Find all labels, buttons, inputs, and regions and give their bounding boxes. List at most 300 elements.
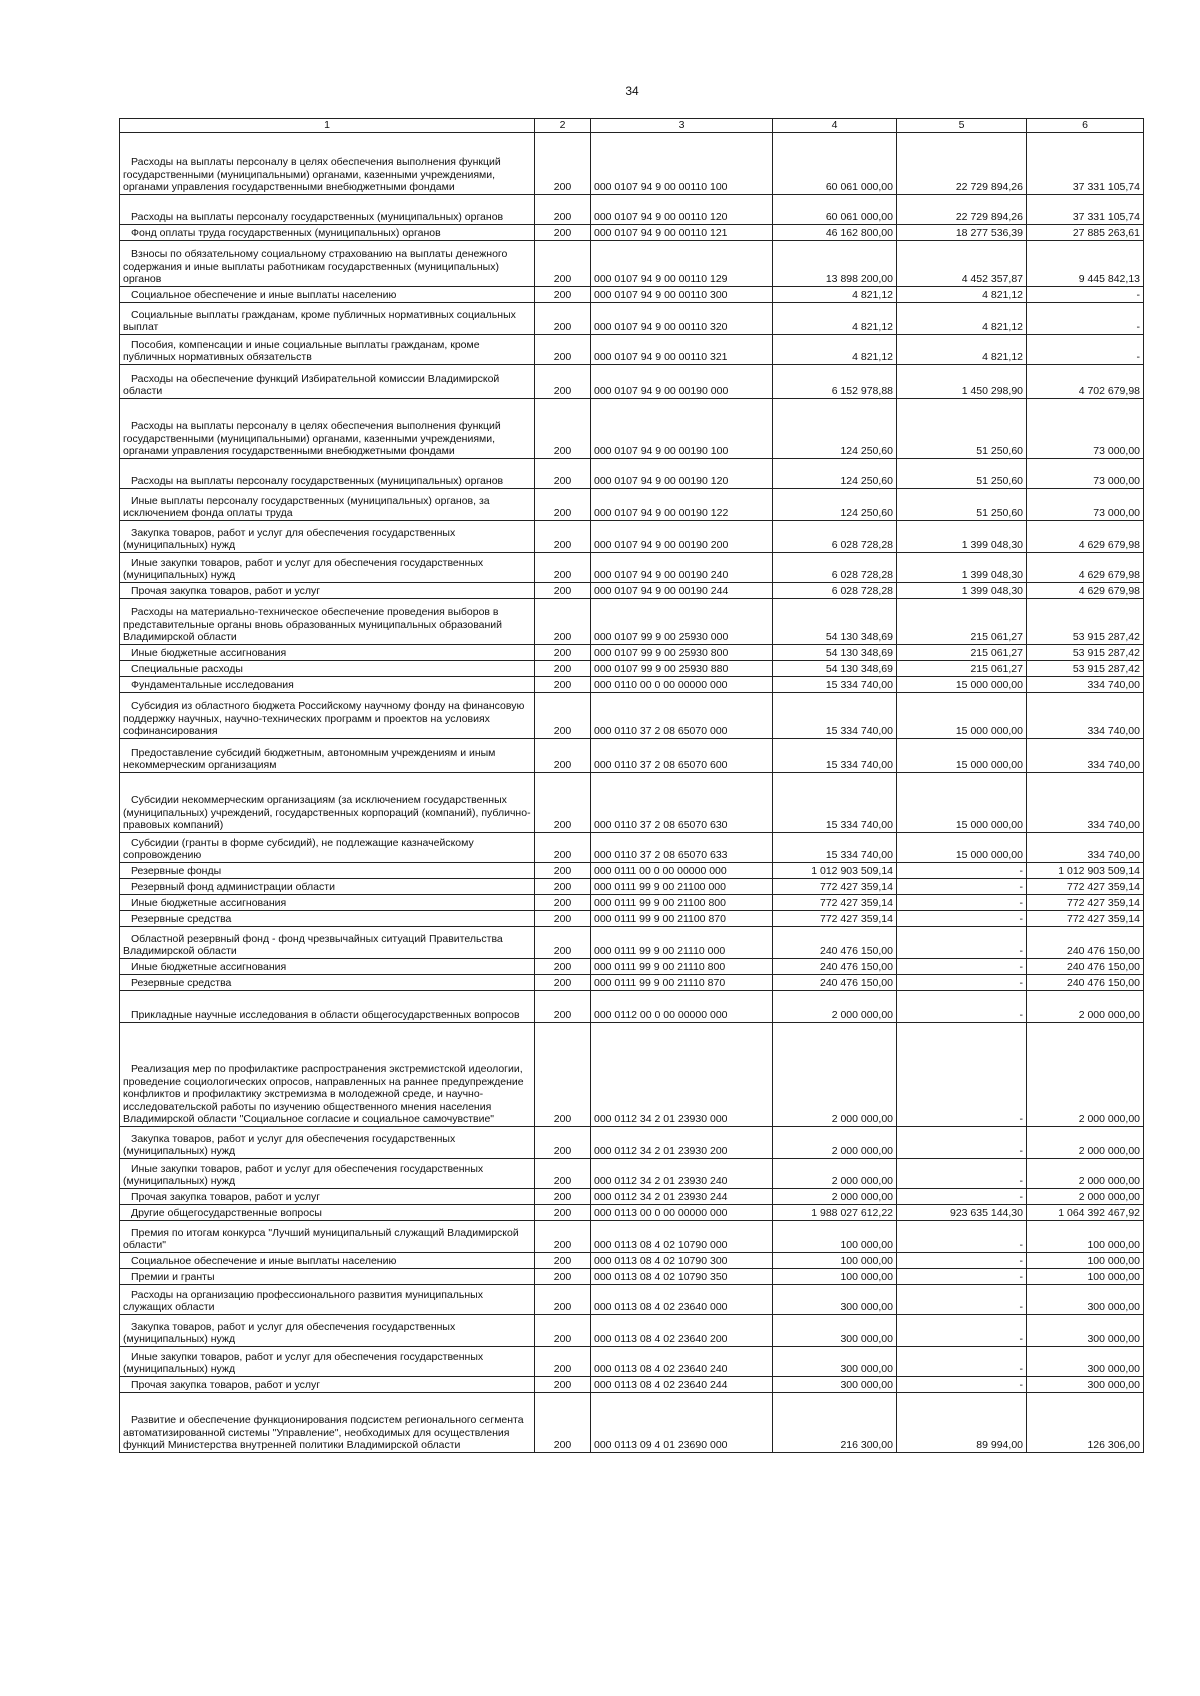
row-budget-code-cell: 000 0110 37 2 08 65070 633 [591,833,773,863]
table-row [120,225,1144,241]
table-row [120,927,1144,959]
table-row [120,693,1144,739]
row-budget-code-cell: 000 0113 08 4 02 10790 000 [591,1221,773,1253]
row-executed-cell: - [897,1315,1027,1347]
header-row [120,119,1144,133]
row-budget-code-cell: 000 0112 00 0 00 00000 000 [591,991,773,1023]
row-budget-code-cell: 000 0107 94 9 00 00110 120 [591,195,773,225]
table-row [120,1221,1144,1253]
row-approved-cell: 6 028 728,28 [773,521,897,553]
row-approved-cell: 15 334 740,00 [773,773,897,833]
row-unexecuted-cell: 334 740,00 [1027,693,1144,739]
row-budget-code-cell: 000 0112 34 2 01 23930 000 [591,1023,773,1127]
row-executed-cell: 4 821,12 [897,335,1027,365]
row-name-cell: Резервные фонды [120,863,535,879]
table-row [120,133,1144,195]
row-executed-cell: 15 000 000,00 [897,833,1027,863]
row-unexecuted-cell: 2 000 000,00 [1027,1127,1144,1159]
row-executed-cell: 15 000 000,00 [897,677,1027,693]
row-executed-cell: - [897,1127,1027,1159]
row-executed-cell: 51 250,60 [897,459,1027,489]
row-approved-cell: 13 898 200,00 [773,241,897,287]
row-approved-cell: 240 476 150,00 [773,959,897,975]
row-budget-code-cell: 000 0113 00 0 00 00000 000 [591,1205,773,1221]
row-admin-code-cell: 200 [535,1377,591,1393]
table-row [120,1347,1144,1377]
row-executed-cell: - [897,975,1027,991]
row-budget-code-cell: 000 0111 99 9 00 21110 870 [591,975,773,991]
table-row [120,1285,1144,1315]
row-name-cell: Иные бюджетные ассигнования [120,645,535,661]
row-admin-code-cell: 200 [535,739,591,773]
row-unexecuted-cell: 772 427 359,14 [1027,879,1144,895]
row-approved-cell: 54 130 348,69 [773,661,897,677]
row-executed-cell: - [897,1285,1027,1315]
row-budget-code-cell: 000 0112 34 2 01 23930 240 [591,1159,773,1189]
row-approved-cell: 15 334 740,00 [773,833,897,863]
row-name-cell: Фонд оплаты труда государственных (муниципальных) органов [120,225,535,241]
row-executed-cell: 4 821,12 [897,303,1027,335]
row-approved-cell: 2 000 000,00 [773,1127,897,1159]
row-approved-cell: 240 476 150,00 [773,975,897,991]
row-unexecuted-cell: - [1027,303,1144,335]
row-unexecuted-cell: 53 915 287,42 [1027,645,1144,661]
row-approved-cell: 1 988 027 612,22 [773,1205,897,1221]
row-approved-cell: 4 821,12 [773,287,897,303]
row-unexecuted-cell: 772 427 359,14 [1027,895,1144,911]
row-approved-cell: 15 334 740,00 [773,739,897,773]
row-executed-cell: - [897,895,1027,911]
table-row [120,879,1144,895]
row-admin-code-cell: 200 [535,879,591,895]
header-col-3: 3 [591,119,773,133]
row-unexecuted-cell: 27 885 263,61 [1027,225,1144,241]
row-unexecuted-cell: 4 629 679,98 [1027,521,1144,553]
row-name-cell: Субсидии некоммерческим организациям (за исключением государственных (муниципальных) учреждений, государственных корпораций (компаний), публично-правовых компаний) [120,773,535,833]
table-row [120,1159,1144,1189]
row-unexecuted-cell: 37 331 105,74 [1027,195,1144,225]
row-approved-cell: 6 152 978,88 [773,365,897,399]
row-unexecuted-cell: 1 064 392 467,92 [1027,1205,1144,1221]
row-name-cell: Предоставление субсидий бюджетным, автономным учреждениям и иным некоммерческим организациям [120,739,535,773]
table-row [120,863,1144,879]
row-unexecuted-cell: 4 702 679,98 [1027,365,1144,399]
table-row [120,661,1144,677]
header-col-1: 1 [120,119,535,133]
row-approved-cell: 216 300,00 [773,1393,897,1453]
table-row [120,895,1144,911]
row-name-cell: Взносы по обязательному социальному страхованию на выплаты денежного содержания и иные выплаты работникам государственных (муниципальных) органов [120,241,535,287]
row-name-cell: Расходы на материально-техническое обеспечение проведения выборов в представительные органы вновь образованных муниципальных образований Владимирской области [120,599,535,645]
row-approved-cell: 54 130 348,69 [773,645,897,661]
table-row [120,959,1144,975]
row-unexecuted-cell: 126 306,00 [1027,1393,1144,1453]
row-name-cell: Реализация мер по профилактике распространения экстремистской идеологии, проведение социологических опросов, направленных на раннее предупреждение конфликтов и профилактику экстремизма в молодежной среде, и научно-исследовательской работы по изучению общественного мнения населения Владимирской области "Социальное согласие и социальное самочувствие" [120,1023,535,1127]
row-budget-code-cell: 000 0112 34 2 01 23930 200 [591,1127,773,1159]
table-row [120,365,1144,399]
row-executed-cell: 215 061,27 [897,645,1027,661]
row-budget-code-cell: 000 0113 08 4 02 10790 350 [591,1269,773,1285]
row-admin-code-cell: 200 [535,1285,591,1315]
row-executed-cell: 15 000 000,00 [897,773,1027,833]
row-admin-code-cell: 200 [535,677,591,693]
row-unexecuted-cell: 300 000,00 [1027,1285,1144,1315]
row-name-cell: Закупка товаров, работ и услуг для обеспечения государственных (муниципальных) нужд [120,1127,535,1159]
row-approved-cell: 2 000 000,00 [773,1159,897,1189]
row-name-cell: Резервный фонд администрации области [120,879,535,895]
table-row [120,553,1144,583]
row-unexecuted-cell: 100 000,00 [1027,1221,1144,1253]
row-name-cell: Иные бюджетные ассигнования [120,959,535,975]
header-col-4: 4 [773,119,897,133]
row-executed-cell: - [897,1189,1027,1205]
row-name-cell: Прочая закупка товаров, работ и услуг [120,1189,535,1205]
row-admin-code-cell: 200 [535,365,591,399]
row-unexecuted-cell: 2 000 000,00 [1027,1159,1144,1189]
table-row [120,991,1144,1023]
row-unexecuted-cell: - [1027,287,1144,303]
row-budget-code-cell: 000 0110 37 2 08 65070 600 [591,739,773,773]
row-admin-code-cell: 200 [535,399,591,459]
row-unexecuted-cell: - [1027,335,1144,365]
row-budget-code-cell: 000 0107 94 9 00 00110 300 [591,287,773,303]
row-budget-code-cell: 000 0107 99 9 00 25930 880 [591,661,773,677]
table-body [120,133,1144,1453]
row-budget-code-cell: 000 0113 08 4 02 23640 200 [591,1315,773,1347]
row-budget-code-cell: 000 0107 94 9 00 00110 129 [591,241,773,287]
row-admin-code-cell: 200 [535,583,591,599]
row-admin-code-cell: 200 [535,975,591,991]
table-row [120,399,1144,459]
row-unexecuted-cell: 240 476 150,00 [1027,959,1144,975]
table-row [120,489,1144,521]
row-executed-cell: 51 250,60 [897,489,1027,521]
row-executed-cell: - [897,1269,1027,1285]
row-admin-code-cell: 200 [535,1221,591,1253]
row-executed-cell: 215 061,27 [897,599,1027,645]
row-executed-cell: 22 729 894,26 [897,133,1027,195]
row-budget-code-cell: 000 0107 94 9 00 00190 240 [591,553,773,583]
row-unexecuted-cell: 2 000 000,00 [1027,991,1144,1023]
row-name-cell: Субсидия из областного бюджета Российскому научному фонду на финансовую поддержку научных, научно-технических программ и проектов на условиях софинансирования [120,693,535,739]
row-budget-code-cell: 000 0111 99 9 00 21110 800 [591,959,773,975]
row-admin-code-cell: 200 [535,863,591,879]
row-budget-code-cell: 000 0107 99 9 00 25930 000 [591,599,773,645]
row-approved-cell: 60 061 000,00 [773,133,897,195]
row-name-cell: Расходы на выплаты персоналу государственных (муниципальных) органов [120,459,535,489]
row-name-cell: Расходы на обеспечение функций Избирательной комиссии Владимирской области [120,365,535,399]
table-row [120,1253,1144,1269]
row-name-cell: Закупка товаров, работ и услуг для обеспечения государственных (муниципальных) нужд [120,521,535,553]
row-name-cell: Иные бюджетные ассигнования [120,895,535,911]
table-row [120,1393,1144,1453]
row-name-cell: Расходы на выплаты персоналу в целях обеспечения выполнения функций государственными (муниципальными) органами, казенными учреждениями, органами управления государственными внебюджетными фондами [120,133,535,195]
row-executed-cell: - [897,991,1027,1023]
row-name-cell: Иные выплаты персоналу государственных (муниципальных) органов, за исключением фонда оплаты труда [120,489,535,521]
row-approved-cell: 240 476 150,00 [773,927,897,959]
row-unexecuted-cell: 334 740,00 [1027,773,1144,833]
row-approved-cell: 1 012 903 509,14 [773,863,897,879]
row-approved-cell: 54 130 348,69 [773,599,897,645]
row-approved-cell: 46 162 800,00 [773,225,897,241]
row-name-cell: Расходы на выплаты персоналу в целях обеспечения выполнения функций государственными (муниципальными) органами, казенными учреждениями, органами управления государственными внебюджетными фондами [120,399,535,459]
row-budget-code-cell: 000 0107 94 9 00 00110 100 [591,133,773,195]
row-admin-code-cell: 200 [535,645,591,661]
row-name-cell: Другие общегосударственные вопросы [120,1205,535,1221]
row-admin-code-cell: 200 [535,225,591,241]
row-unexecuted-cell: 100 000,00 [1027,1253,1144,1269]
row-unexecuted-cell: 300 000,00 [1027,1377,1144,1393]
table-row [120,645,1144,661]
row-admin-code-cell: 200 [535,1393,591,1453]
row-approved-cell: 100 000,00 [773,1221,897,1253]
row-admin-code-cell: 200 [535,303,591,335]
row-budget-code-cell: 000 0110 37 2 08 65070 630 [591,773,773,833]
row-budget-code-cell: 000 0113 08 4 02 23640 240 [591,1347,773,1377]
row-approved-cell: 100 000,00 [773,1269,897,1285]
row-name-cell: Социальные выплаты гражданам, кроме публичных нормативных социальных выплат [120,303,535,335]
row-name-cell: Иные закупки товаров, работ и услуг для обеспечения государственных (муниципальных) нужд [120,1159,535,1189]
row-admin-code-cell: 200 [535,459,591,489]
row-budget-code-cell: 000 0111 99 9 00 21100 870 [591,911,773,927]
row-approved-cell: 15 334 740,00 [773,677,897,693]
page-number: 34 [625,84,639,98]
row-admin-code-cell: 200 [535,195,591,225]
row-approved-cell: 772 427 359,14 [773,895,897,911]
row-approved-cell: 124 250,60 [773,459,897,489]
row-admin-code-cell: 200 [535,911,591,927]
row-name-cell: Пособия, компенсации и иные социальные выплаты гражданам, кроме публичных нормативных обязательств [120,335,535,365]
row-admin-code-cell: 200 [535,489,591,521]
row-admin-code-cell: 200 [535,241,591,287]
table-row [120,1205,1144,1221]
table-row [120,773,1144,833]
row-executed-cell: 22 729 894,26 [897,195,1027,225]
row-executed-cell: - [897,1023,1027,1127]
row-budget-code-cell: 000 0112 34 2 01 23930 244 [591,1189,773,1205]
row-unexecuted-cell: 334 740,00 [1027,677,1144,693]
row-admin-code-cell: 200 [535,833,591,863]
row-approved-cell: 124 250,60 [773,399,897,459]
row-unexecuted-cell: 2 000 000,00 [1027,1023,1144,1127]
row-name-cell: Расходы на организацию профессионального развития муниципальных служащих области [120,1285,535,1315]
row-name-cell: Прочая закупка товаров, работ и услуг [120,583,535,599]
row-executed-cell: - [897,911,1027,927]
table-row [120,599,1144,645]
row-executed-cell: 15 000 000,00 [897,739,1027,773]
table-row [120,583,1144,599]
row-admin-code-cell: 200 [535,959,591,975]
row-unexecuted-cell: 300 000,00 [1027,1347,1144,1377]
table-row [120,1023,1144,1127]
row-unexecuted-cell: 73 000,00 [1027,459,1144,489]
row-executed-cell: - [897,959,1027,975]
row-unexecuted-cell: 4 629 679,98 [1027,583,1144,599]
row-approved-cell: 2 000 000,00 [773,991,897,1023]
header-col-6: 6 [1027,119,1144,133]
row-unexecuted-cell: 73 000,00 [1027,399,1144,459]
row-name-cell: Расходы на выплаты персоналу государственных (муниципальных) органов [120,195,535,225]
row-approved-cell: 124 250,60 [773,489,897,521]
table-row [120,303,1144,335]
row-executed-cell: 1 399 048,30 [897,553,1027,583]
row-executed-cell: 4 452 357,87 [897,241,1027,287]
row-name-cell: Иные закупки товаров, работ и услуг для обеспечения государственных (муниципальных) нужд [120,1347,535,1377]
row-approved-cell: 15 334 740,00 [773,693,897,739]
row-name-cell: Фундаментальные исследования [120,677,535,693]
row-approved-cell: 300 000,00 [773,1377,897,1393]
row-budget-code-cell: 000 0107 94 9 00 00110 321 [591,335,773,365]
row-budget-code-cell: 000 0107 94 9 00 00110 320 [591,303,773,335]
row-budget-code-cell: 000 0111 00 0 00 00000 000 [591,863,773,879]
row-admin-code-cell: 200 [535,1127,591,1159]
row-approved-cell: 4 821,12 [773,303,897,335]
row-unexecuted-cell: 2 000 000,00 [1027,1189,1144,1205]
row-admin-code-cell: 200 [535,1315,591,1347]
row-name-cell: Областной резервный фонд - фонд чрезвычайных ситуаций Правительства Владимирской области [120,927,535,959]
table-row [120,1269,1144,1285]
row-name-cell: Закупка товаров, работ и услуг для обеспечения государственных (муниципальных) нужд [120,1315,535,1347]
row-budget-code-cell: 000 0107 94 9 00 00190 000 [591,365,773,399]
row-admin-code-cell: 200 [535,1269,591,1285]
table-row [120,521,1144,553]
row-name-cell: Субсидии (гранты в форме субсидий), не подлежащие казначейскому сопровождению [120,833,535,863]
row-name-cell: Прикладные научные исследования в области общегосударственных вопросов [120,991,535,1023]
row-unexecuted-cell: 9 445 842,13 [1027,241,1144,287]
row-unexecuted-cell: 334 740,00 [1027,739,1144,773]
row-approved-cell: 772 427 359,14 [773,911,897,927]
row-name-cell: Иные закупки товаров, работ и услуг для обеспечения государственных (муниципальных) нужд [120,553,535,583]
row-admin-code-cell: 200 [535,927,591,959]
row-unexecuted-cell: 37 331 105,74 [1027,133,1144,195]
row-admin-code-cell: 200 [535,1189,591,1205]
row-admin-code-cell: 200 [535,133,591,195]
table-row [120,1377,1144,1393]
row-admin-code-cell: 200 [535,1023,591,1127]
row-approved-cell: 6 028 728,28 [773,553,897,583]
row-budget-code-cell: 000 0111 99 9 00 21100 000 [591,879,773,895]
row-executed-cell: - [897,1253,1027,1269]
table-row [120,975,1144,991]
row-unexecuted-cell: 240 476 150,00 [1027,975,1144,991]
row-admin-code-cell: 200 [535,1347,591,1377]
row-unexecuted-cell: 73 000,00 [1027,489,1144,521]
table-row [120,335,1144,365]
row-budget-code-cell: 000 0110 00 0 00 00000 000 [591,677,773,693]
row-unexecuted-cell: 4 629 679,98 [1027,553,1144,583]
row-executed-cell: 89 994,00 [897,1393,1027,1453]
header-col-5: 5 [897,119,1027,133]
table-row [120,1315,1144,1347]
table-row [120,833,1144,863]
table-row [120,1127,1144,1159]
row-admin-code-cell: 200 [535,661,591,677]
row-name-cell: Резервные средства [120,975,535,991]
row-admin-code-cell: 200 [535,335,591,365]
row-executed-cell: - [897,879,1027,895]
table-row [120,739,1144,773]
row-executed-cell: - [897,863,1027,879]
row-admin-code-cell: 200 [535,287,591,303]
row-approved-cell: 300 000,00 [773,1315,897,1347]
table-row [120,241,1144,287]
row-unexecuted-cell: 53 915 287,42 [1027,661,1144,677]
row-budget-code-cell: 000 0107 94 9 00 00190 200 [591,521,773,553]
row-executed-cell: - [897,1159,1027,1189]
row-admin-code-cell: 200 [535,1205,591,1221]
row-executed-cell: 4 821,12 [897,287,1027,303]
row-name-cell: Премия по итогам конкурса "Лучший муниципальный служащий Владимирской области" [120,1221,535,1253]
row-name-cell: Премии и гранты [120,1269,535,1285]
row-unexecuted-cell: 300 000,00 [1027,1315,1144,1347]
row-unexecuted-cell: 53 915 287,42 [1027,599,1144,645]
row-budget-code-cell: 000 0111 99 9 00 21100 800 [591,895,773,911]
row-budget-code-cell: 000 0107 94 9 00 00110 121 [591,225,773,241]
row-approved-cell: 100 000,00 [773,1253,897,1269]
row-executed-cell: 18 277 536,39 [897,225,1027,241]
row-executed-cell: 1 399 048,30 [897,583,1027,599]
row-executed-cell: 215 061,27 [897,661,1027,677]
table-row [120,459,1144,489]
row-unexecuted-cell: 772 427 359,14 [1027,911,1144,927]
row-unexecuted-cell: 100 000,00 [1027,1269,1144,1285]
row-executed-cell: - [897,927,1027,959]
row-budget-code-cell: 000 0107 99 9 00 25930 800 [591,645,773,661]
row-name-cell: Социальное обеспечение и иные выплаты населению [120,1253,535,1269]
table-row [120,287,1144,303]
row-admin-code-cell: 200 [535,1159,591,1189]
row-unexecuted-cell: 1 012 903 509,14 [1027,863,1144,879]
table-row [120,195,1144,225]
row-executed-cell: - [897,1221,1027,1253]
row-executed-cell: 15 000 000,00 [897,693,1027,739]
row-admin-code-cell: 200 [535,521,591,553]
row-admin-code-cell: 200 [535,599,591,645]
row-budget-code-cell: 000 0113 08 4 02 10790 300 [591,1253,773,1269]
row-approved-cell: 300 000,00 [773,1347,897,1377]
row-approved-cell: 2 000 000,00 [773,1023,897,1127]
row-executed-cell: - [897,1347,1027,1377]
row-budget-code-cell: 000 0110 37 2 08 65070 000 [591,693,773,739]
row-budget-code-cell: 000 0107 94 9 00 00190 244 [591,583,773,599]
row-budget-code-cell: 000 0113 09 4 01 23690 000 [591,1393,773,1453]
row-executed-cell: - [897,1377,1027,1393]
row-executed-cell: 51 250,60 [897,399,1027,459]
row-name-cell: Специальные расходы [120,661,535,677]
row-name-cell: Резервные средства [120,911,535,927]
row-name-cell: Развитие и обеспечение функционирования подсистем регионального сегмента автоматизированной системы "Управление", необходимых для осуществления функций Министерства внутренней политики Владимирской области [120,1393,535,1453]
row-approved-cell: 60 061 000,00 [773,195,897,225]
row-executed-cell: 1 399 048,30 [897,521,1027,553]
row-admin-code-cell: 200 [535,991,591,1023]
table-row [120,1189,1144,1205]
row-budget-code-cell: 000 0107 94 9 00 00190 122 [591,489,773,521]
row-approved-cell: 6 028 728,28 [773,583,897,599]
row-unexecuted-cell: 240 476 150,00 [1027,927,1144,959]
budget-table [119,118,1144,1453]
table-row [120,677,1144,693]
row-admin-code-cell: 200 [535,895,591,911]
row-approved-cell: 300 000,00 [773,1285,897,1315]
row-unexecuted-cell: 334 740,00 [1027,833,1144,863]
row-executed-cell: 1 450 298,90 [897,365,1027,399]
row-approved-cell: 4 821,12 [773,335,897,365]
row-budget-code-cell: 000 0113 08 4 02 23640 244 [591,1377,773,1393]
row-budget-code-cell: 000 0111 99 9 00 21110 000 [591,927,773,959]
row-admin-code-cell: 200 [535,1253,591,1269]
row-approved-cell: 2 000 000,00 [773,1189,897,1205]
row-admin-code-cell: 200 [535,553,591,583]
